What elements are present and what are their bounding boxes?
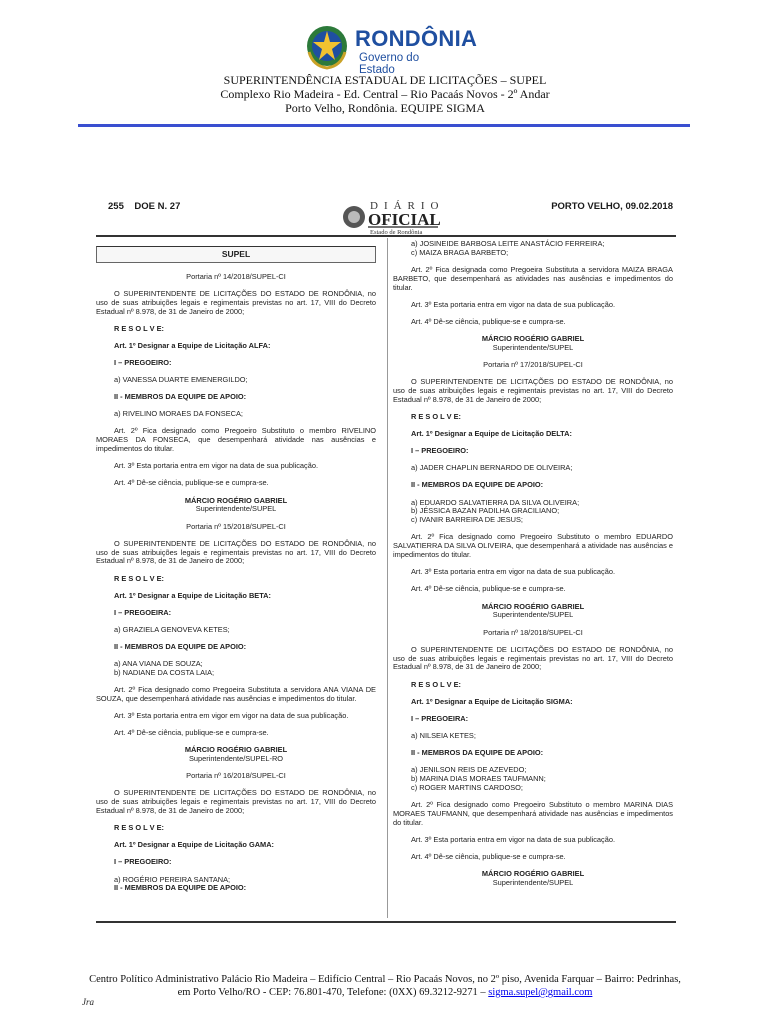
article-4: Art. 4º Dê-se ciência, publique-se e cumpra-se. [114, 478, 269, 488]
beta-article-3: Art. 3º Esta portaria entra em vigor em vigor na data de sua publicação. [114, 711, 349, 721]
article-3: Art. 3º Esta portaria entra em vigor na data de sua publicação. [411, 834, 616, 844]
signature-name: MÁRCIO ROGÉRIO GABRIEL [481, 869, 585, 879]
gazette-bottom-rule [96, 921, 676, 923]
alfa-article-2: Art. 2º Fica designado como Pregoeiro Substituto o membro RIVELINO MORAES DA FONSECA, que desempenhará atividade nas ausências e impedimentos do titular. [96, 426, 376, 454]
masthead-sub-word: Estado de Rondônia [370, 229, 423, 235]
delta-member-1: a) EDUARDO SALVATIERRA DA SILVA OLIVEIRA; [411, 497, 580, 507]
masthead-top-word: DIÁRIO [370, 200, 445, 212]
portaria-17-title: Portaria nº 17/2018/SUPEL-CI [483, 360, 583, 370]
portaria-15-title: Portaria nº 15/2018/SUPEL-CI [186, 521, 286, 531]
article-4: Art. 4º Dê-se ciência, publique-se e cumpra-se. [114, 728, 269, 738]
section-heading-supel: SUPEL [96, 246, 376, 263]
signature-role: Superintendente/SUPEL [492, 610, 574, 620]
pregoeiro-heading: I – PREGOEIRO: [411, 446, 469, 456]
portaria-14-title: Portaria nº 14/2018/SUPEL-CI [186, 271, 286, 281]
signature-role: Superintendente/SUPEL [492, 877, 574, 887]
gazette-page-issue [108, 201, 180, 212]
delta-article-1: Art. 1º Designar a Equipe de Licitação DELTA: [411, 429, 572, 439]
sigma-article-1: Art. 1º Designar a Equipe de Licitação SIGMA: [411, 696, 573, 706]
gama-member-2: c) MAIZA BRAGA BARBETO; [411, 247, 509, 257]
footer-address: Centro Político Administrativo Palácio Rio Madeira – Edifício Central – Rio Pacaás Novos, no 2º piso, Avenida Farquar – Bairro: Pedrinhas, [89, 974, 681, 985]
resolve-heading: R E S O L V E: [114, 823, 164, 833]
gama-article-1: Art. 1º Designar a Equipe de Licitação GAMA: [114, 840, 274, 850]
letterhead-agency: SUPERINTENDÊNCIA ESTADUAL DE LICITAÇÕES – SUPEL [223, 73, 547, 87]
beta-article-2: Art. 2º Fica designado como Pregoeira Substituta a servidora ANA VIANA DE SOUZA, que desempenhará atividade nas ausências e impedimentos do titular. [96, 685, 376, 703]
gama-article-2: Art. 2º Fica designada como Pregoeira Substituta a servidora MAIZA BRAGA BARBETO, que desempenhará as atividades nas ausências e impedimentos do titular. [393, 265, 673, 292]
alfa-member: a) RIVELINO MORAES DA FONSECA; [114, 409, 243, 419]
preamble: O SUPERINTENDENTE DE LICITAÇÕES DO ESTADO DE RONDÔNIA, no uso de suas atribuições legais e regimentais previstas no art. 17, VIII do Decreto Estadual nº 8.978, de 31 de Janeiro de 2000; [96, 538, 376, 566]
article-4: Art. 4º Dê-se ciência, publique-se e cumpra-se. [411, 851, 566, 861]
footer-contact-text: em Porto Velho/RO - CEP: 76.801-470, Telefone: (0XX) 69.3212-9271 – [177, 987, 486, 998]
typist-initials: Jra [82, 997, 94, 1007]
signature-name: MÁRCIO ROGÉRIO GABRIEL [184, 745, 288, 755]
letterhead-address: Complexo Rio Madeira - Ed. Central – Rio Pacaás Novos - 2º Andar [220, 87, 550, 101]
preamble: O SUPERINTENDENTE DE LICITAÇÕES DO ESTADO DE RONDÔNIA, no uso de suas atribuições legais e regimentais previstas no art. 17, VIII do Decreto Estadual nº 8.978, de 31 de Janeiro de 2000; [393, 644, 673, 672]
article-3: Art. 3º Esta portaria entra em vigor na data de sua publicação. [411, 567, 616, 577]
gazette-left-column [96, 240, 376, 902]
footer-email-link[interactable]: sigma.supel@gmail.com [488, 987, 593, 998]
beta-article-1: Art. 1º Designar a Equipe de Licitação BETA: [114, 590, 271, 600]
membros-heading: II - MEMBROS DA EQUIPE DE APOIO: [114, 883, 247, 893]
gazette-date: PORTO VELHO, 09.02.2018 [551, 201, 673, 212]
sigma-member-1: a) JENILSON REIS DE AZEVEDO; [411, 765, 527, 775]
beta-member-1: a) ANA VIANA DE SOUZA; [114, 659, 203, 669]
preamble: O SUPERINTENDENTE DE LICITAÇÕES DO ESTADO DE RONDÔNIA, no uso de suas atribuições legais e regimentais previstas no art. 17, VIII do Decreto Estadual nº 8.978, de 31 de Janeiro de 2000; [96, 289, 376, 316]
resolve-heading: R E S O L V E: [411, 412, 461, 422]
signature-block [96, 746, 376, 764]
pregoeiro-heading: I – PREGOEIRO: [114, 358, 172, 368]
gama-member-1: a) JOSINEIDE BARBOSA LEITE ANASTÁCIO FERREIRA; [411, 239, 605, 248]
portaria-16-title: Portaria nº 16/2018/SUPEL-CI [186, 771, 286, 781]
delta-article-2: Art. 2º Fica designado como Pregoeiro Substituto o membro EDUARDO SALVATIERRA DA SILVA OLIVEIRA, que desempenhará a atividade nas ausências e impedimentos do titular. [393, 532, 673, 560]
gazette-page-number: 255 [108, 201, 124, 212]
gazette-header-rule [96, 235, 676, 237]
footer-contact [60, 986, 710, 999]
article-4: Art. 4º Dê-se ciência, publique-se e cumpra-se. [411, 584, 566, 594]
resolve-heading: R E S O L V E: [114, 323, 164, 333]
resolve-heading: R E S O L V E: [411, 679, 461, 689]
gazette-issue: DOE N. 27 [134, 201, 181, 212]
membros-heading: II - MEMBROS DA EQUIPE DE APOIO: [411, 747, 544, 757]
signature-block [393, 335, 673, 353]
signature-block [96, 497, 376, 515]
beta-pregoeira: a) GRAZIELA GENOVEVA KETES; [114, 624, 230, 634]
state-coat-of-arms-icon [303, 22, 351, 70]
signature-role: Superintendente/SUPEL-RO [188, 754, 284, 764]
alfa-article-1: Art. 1º Designar a Equipe de Licitação ALFA: [114, 341, 271, 350]
article-4: Art. 4º Dê-se ciência, publique-se e cumpra-se. [411, 317, 566, 326]
gama-pregoeiro: a) ROGÉRIO PEREIRA SANTANA; [114, 874, 231, 884]
signature-role: Superintendente/SUPEL [492, 343, 574, 352]
gazette-right-column [393, 240, 673, 896]
column-divider [387, 238, 388, 918]
signature-name: MÁRCIO ROGÉRIO GABRIEL [481, 601, 585, 611]
letterhead-divider [78, 124, 690, 127]
letterhead-city-team: Porto Velho, Rondônia. EQUIPE SIGMA [285, 101, 485, 115]
signature-block [393, 603, 673, 621]
signature-role: Superintendente/SUPEL [195, 504, 277, 514]
delta-pregoeiro: a) JADER CHAPLIN BERNARDO DE OLIVEIRA; [411, 463, 573, 473]
masthead-main-word: OFICIAL [368, 210, 441, 229]
logo-state-name: RONDÔNIA [355, 26, 478, 51]
portaria-18-title: Portaria nº 18/2018/SUPEL-CI [483, 627, 583, 637]
sigma-member-3: c) ROGER MARTINS CARDOSO; [411, 782, 523, 792]
delta-member-2: b) JÉSSICA BAZAN PADILHA GRACILIANO; [411, 506, 560, 516]
sigma-member-2: b) MARINA DIAS MORAES TAUFMANN; [411, 773, 546, 783]
sigma-pregoeira: a) NILSEIA KETES; [411, 730, 476, 740]
governo-rondonia-logo [303, 22, 478, 76]
membros-heading: II - MEMBROS DA EQUIPE DE APOIO: [114, 392, 247, 402]
logo-subtitle: Governo do Estado [359, 52, 420, 76]
preamble: O SUPERINTENDENTE DE LICITAÇÕES DO ESTADO DE RONDÔNIA, no uso de suas atribuições legais e regimentais previstas no art. 17, VIII do Decreto Estadual nº 8.978, de 31 de Janeiro de 2000; [393, 377, 673, 404]
article-3: Art. 3º Esta portaria entra em vigor na data de sua publicação. [411, 299, 616, 309]
signature-name: MÁRCIO ROGÉRIO GABRIEL [481, 334, 585, 344]
pregoeiro-heading: I – PREGOEIRO: [114, 857, 172, 867]
pregoeira-heading: I – PREGOEIRA: [411, 713, 469, 723]
signature-block [393, 870, 673, 888]
article-3: Art. 3º Esta portaria entra em vigor na data de sua publicação. [114, 461, 319, 471]
alfa-pregoeiro: a) VANESSA DUARTE EMENERGILDO; [114, 375, 248, 385]
delta-member-3: c) IVANIR BARREIRA DE JESUS; [411, 515, 523, 525]
pregoeira-heading: I – PREGOEIRA: [114, 607, 172, 617]
resolve-heading: R E S O L V E: [114, 573, 164, 583]
signature-name: MÁRCIO ROGÉRIO GABRIEL [184, 495, 288, 505]
sigma-article-2: Art. 2º Fica designado como Pregoeiro Substituto o membro MARINA DIAS MORAES TAUFMANN, que desempenhará atividade nas ausências e impedimentos do titular. [393, 799, 673, 827]
preamble: O SUPERINTENDENTE DE LICITAÇÕES DO ESTADO DE RONDÔNIA, no uso de suas atribuições legais e regimentais previstas no art. 17, VIII do Decreto Estadual nº 8.978, de 31 de Janeiro de 2000; [96, 788, 376, 816]
membros-heading: II - MEMBROS DA EQUIPE DE APOIO: [411, 480, 544, 490]
membros-heading: II - MEMBROS DA EQUIPE DE APOIO: [114, 641, 247, 651]
diario-oficial-masthead [340, 197, 480, 235]
beta-member-2: b) NADIANE DA COSTA LAIA; [114, 667, 215, 677]
